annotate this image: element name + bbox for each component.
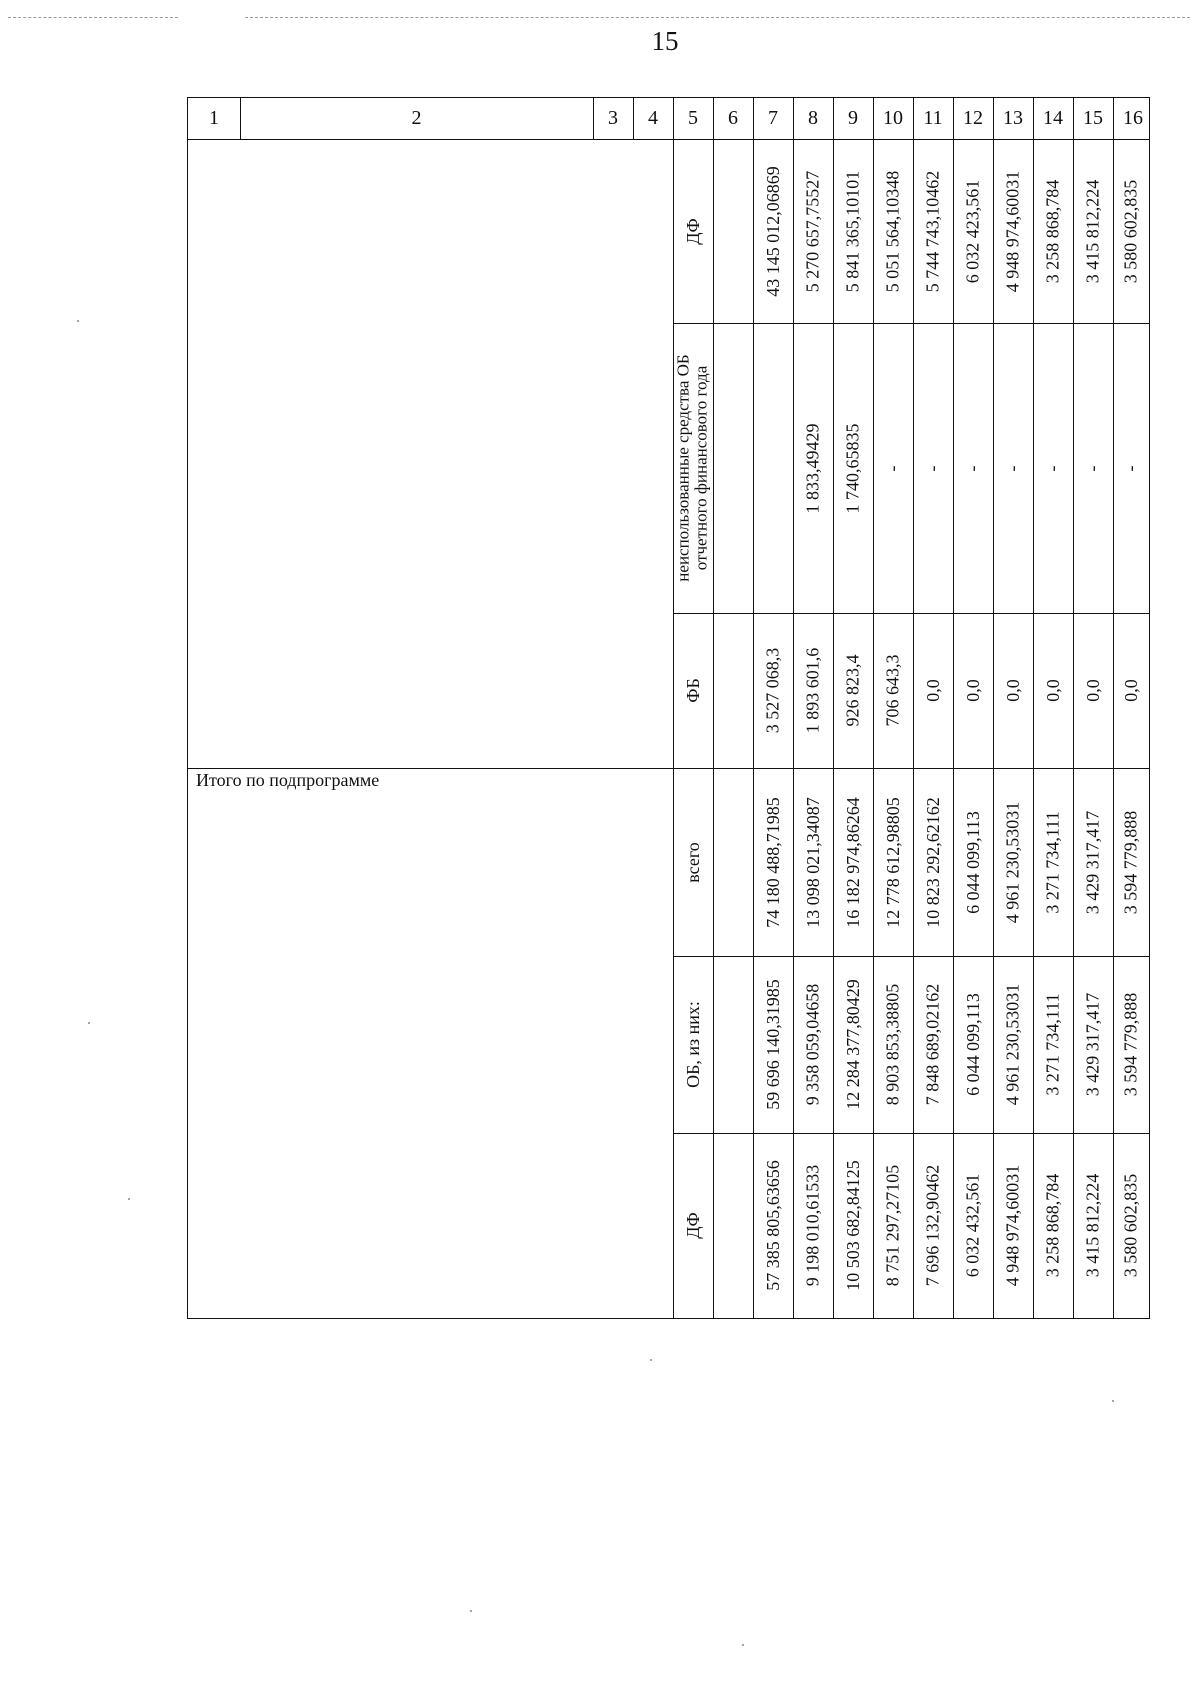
scan-speck — [88, 1022, 90, 1024]
column-number: 7 — [768, 107, 778, 129]
cell-total: 13 098 021,34087 — [802, 796, 823, 928]
scan-speck — [470, 1610, 472, 1612]
cell-fb: 0,0 — [922, 679, 943, 702]
cell-df-lower: 3 415 812,224 — [1082, 1173, 1103, 1278]
cell-unused: - — [962, 465, 983, 471]
cell-df-lower: 7 696 132,90462 — [922, 1164, 943, 1287]
header-ob: ОБ, из них: — [682, 1001, 703, 1088]
row-title: Итого по подпрограмме — [196, 770, 380, 790]
cell-df-lower: 9 198 010,61533 — [802, 1164, 823, 1287]
cell-df-lower: 6 032 432,561 — [962, 1173, 983, 1278]
cell-ob: 6 044 099,113 — [962, 993, 983, 1096]
cell-unused: - — [1120, 465, 1141, 471]
cell-total: 74 180 488,71985 — [762, 796, 783, 928]
cell-fb: 1 893 601,6 — [802, 647, 823, 734]
column-number: 8 — [808, 107, 818, 129]
header-df-lower: ДФ — [682, 1212, 703, 1239]
cell-fb: 0,0 — [962, 679, 983, 702]
column-number: 15 — [1083, 107, 1103, 129]
cell-fb: 3 527 068,3 — [762, 647, 783, 734]
cell-total: 6 044 099,113 — [962, 810, 983, 914]
cell-ob: 3 271 734,111 — [1042, 993, 1063, 1096]
cell-unused: 1 833,49429 — [802, 423, 823, 513]
scan-edge-line — [8, 17, 178, 18]
cell-total: 10 823 292,62162 — [922, 796, 943, 928]
cell-total: 3 594 779,888 — [1120, 810, 1141, 914]
cell-df-upper: 5 841 365,10101 — [842, 170, 863, 292]
cell-df-lower: 3 258 868,784 — [1042, 1173, 1063, 1278]
cell-ob: 12 284 377,80429 — [842, 979, 863, 1110]
cell-ob: 3 594 779,888 — [1120, 992, 1141, 1097]
cell-df-upper: 6 032 423,561 — [962, 179, 983, 283]
column-number: 4 — [648, 107, 658, 129]
scan-edge-line — [245, 17, 1190, 18]
budget-table — [187, 97, 1150, 1319]
cell-fb: 0,0 — [1042, 679, 1063, 702]
cell-fb: 926 823,4 — [842, 654, 863, 727]
cell-df-upper: 3 580 602,835 — [1120, 179, 1141, 283]
cell-df-upper: 3 258 868,784 — [1042, 179, 1063, 283]
scan-speck — [650, 1359, 652, 1361]
cell-df-lower: 4 948 974,60031 — [1002, 1164, 1023, 1287]
cell-unused: - — [882, 465, 903, 471]
column-number: 13 — [1003, 107, 1023, 129]
column-number: 10 — [883, 107, 903, 129]
cell-ob: 59 696 140,31985 — [762, 979, 783, 1110]
column-number: 11 — [923, 107, 943, 129]
cell-total: 12 778 612,98805 — [882, 796, 903, 928]
cell-df-upper: 5 270 657,75527 — [802, 170, 823, 292]
header-unused-funds: неиспользованные средства ОБ отчетного финансового года — [674, 354, 711, 582]
cell-total: 3 271 734,111 — [1042, 810, 1063, 914]
cell-total: 4 961 230,53031 — [1002, 801, 1023, 923]
cell-fb: 0,0 — [1002, 679, 1023, 702]
cell-df-upper: 5 744 743,10462 — [922, 170, 943, 292]
cell-df-lower: 3 580 602,835 — [1120, 1173, 1141, 1278]
column-number: 12 — [963, 107, 983, 129]
column-number: 1 — [209, 107, 219, 129]
cell-unused: 1 740,65835 — [842, 423, 863, 513]
column-number: 14 — [1043, 107, 1063, 129]
cell-df-upper: 5 051 564,10348 — [882, 170, 903, 292]
cell-ob: 7 848 689,02162 — [922, 983, 943, 1106]
cell-df-upper: 3 415 812,224 — [1082, 179, 1103, 283]
cell-unused: - — [922, 465, 943, 471]
cell-unused: - — [1082, 465, 1103, 471]
column-number: 16 — [1123, 107, 1143, 129]
header-total: всего — [682, 841, 703, 883]
cell-df-upper: 4 948 974,60031 — [1002, 170, 1023, 292]
header-df-upper: ДФ — [682, 217, 703, 245]
cell-fb: 0,0 — [1120, 679, 1141, 702]
page-number: 15 — [651, 26, 679, 56]
cell-unused — [753, 323, 793, 613]
cell-fb: 706 643,3 — [882, 654, 903, 727]
cell-total: 3 429 317,417 — [1082, 810, 1103, 914]
cell-ob: 9 358 059,04658 — [802, 983, 823, 1106]
cell-unused: - — [1002, 465, 1023, 471]
cell-fb: 0,0 — [1082, 679, 1103, 702]
column-number: 3 — [608, 107, 618, 129]
cell-total: 16 182 974,86264 — [842, 796, 863, 928]
scan-speck — [742, 1644, 744, 1646]
cell-df-lower: 8 751 297,27105 — [882, 1164, 903, 1287]
cell-df-lower: 57 385 805,63656 — [762, 1160, 783, 1291]
cell-ob: 8 903 853,38805 — [882, 983, 903, 1106]
cell-unused: - — [1042, 465, 1063, 471]
cell-df-lower: 10 503 682,84125 — [842, 1160, 863, 1291]
scan-speck — [128, 1198, 130, 1200]
scan-speck — [1112, 1400, 1114, 1402]
column-number: 6 — [728, 107, 738, 129]
column-number: 2 — [411, 107, 422, 129]
header-fb: ФБ — [682, 678, 703, 703]
cell-ob: 3 429 317,417 — [1082, 992, 1103, 1097]
cell-ob: 4 961 230,53031 — [1002, 983, 1023, 1106]
column-number: 5 — [688, 107, 698, 129]
cell-df-upper: 43 145 012,06869 — [762, 165, 783, 297]
column-number: 9 — [848, 107, 858, 129]
scan-speck — [77, 320, 79, 322]
